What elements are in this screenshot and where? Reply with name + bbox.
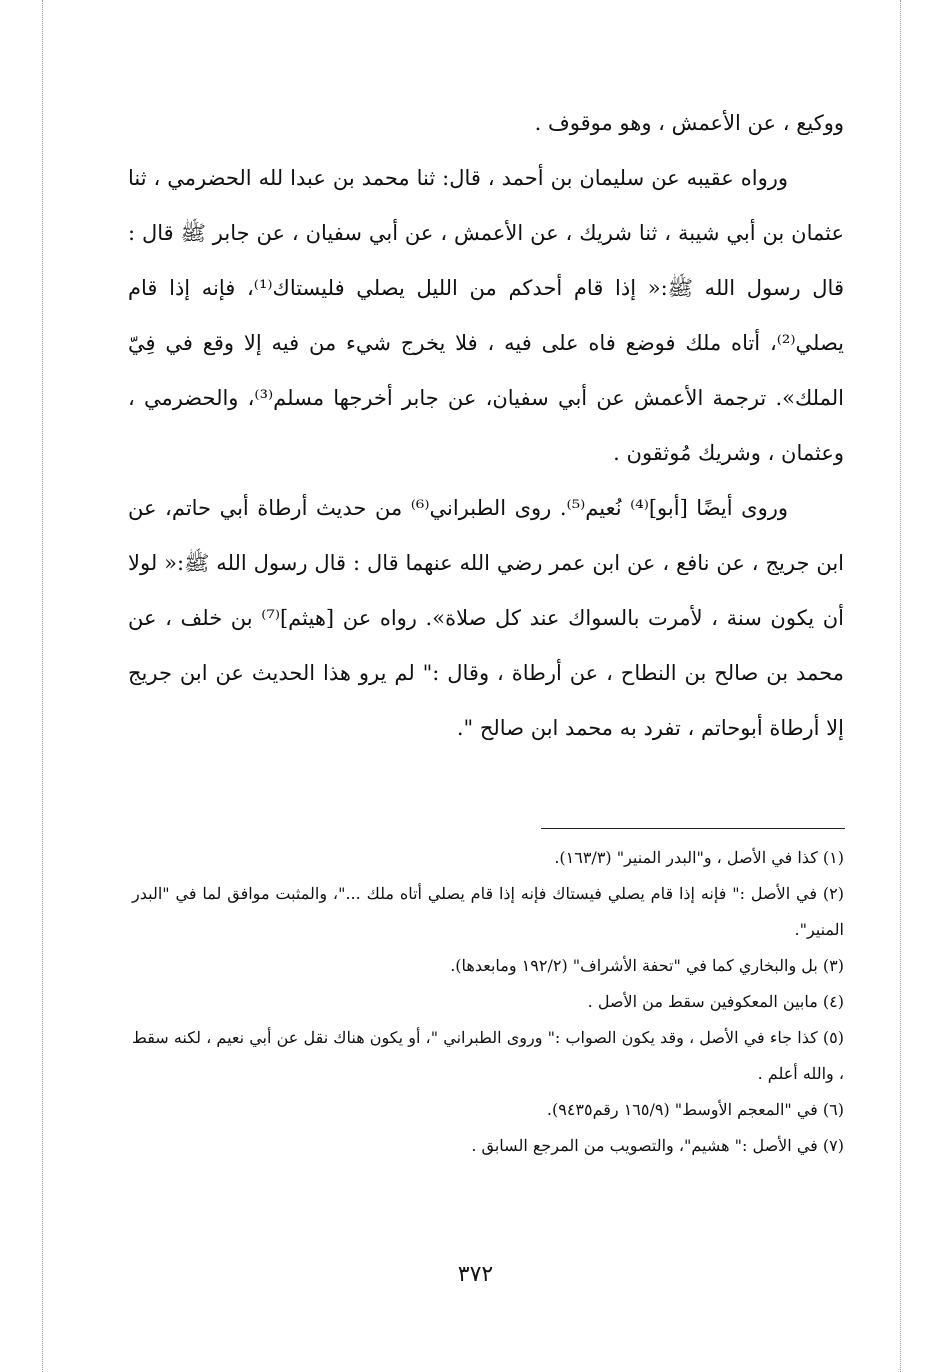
page-number: ٣٧٢ xyxy=(457,1262,494,1287)
footnote-5: (٥) كذا جاء في الأصل ، وقد يكون الصواب :" وروى الطبراني "، أو يكون هناك نقل عن أبي نعيم ، لكنه سقط ، والله أعلم . xyxy=(132,1028,844,1083)
footnote-separator xyxy=(541,828,845,829)
page-body xyxy=(128,96,844,756)
body-paragraph-3: وروى أيضًا [أبو]⁽⁴⁾ نُعيم⁽⁵⁾. روى الطبراني⁽⁶⁾ من حديث أرطاة أبي حاتم، عن ابن جريج ، عن نافع ، عن ابن عمر رضي الله عنهما قال : قال رسول الله ﷺ:« لولا أن يكون سنة ، لأمرت بالسواك عند كل صلاة». رواه عن [هيثم]⁽⁷⁾ بن خلف ، عن محمد بن صالح بن النطاح ، عن أرطاة ، وقال :" لم يرو هذا الحديث عن ابن جريج إلا أرطاة أبوحاتم ، تفرد به محمد ابن صالح ". xyxy=(128,496,845,740)
footnote-3: (٣) بل والبخاري كما في "تحفة الأشراف" (١٩٢/٢ ومابعدها). xyxy=(450,956,844,975)
footnote-4: (٤) مابين المعكوفين سقط من الأصل . xyxy=(587,992,844,1011)
body-text xyxy=(128,96,844,756)
footnote-2: (٢) في الأصل :" فإنه إذا قام يصلي فيستاك فإنه إذا قام يصلي أتاه ملك ..."، والمثبت موافق لما في "البدر المنير". xyxy=(132,884,844,939)
footnote-1: (١) كذا في الأصل ، و"البدر المنير" (١٦٣/٣). xyxy=(554,848,844,867)
footnotes xyxy=(132,840,844,1164)
scan-edge-left xyxy=(42,0,43,1372)
scan-edge-right xyxy=(900,0,901,1372)
footnote-7: (٧) في الأصل :" هشيم"، والتصويب من المرجع السابق . xyxy=(471,1136,844,1155)
footnote-6: (٦) في "المعجم الأوسط" (١٦٥/٩ رقم٩٤٣٥). xyxy=(546,1100,844,1119)
body-paragraph-1: ووكيع ، عن الأعمش ، وهو موقوف . xyxy=(534,111,844,135)
body-paragraph-2: ورواه عقيبه عن سليمان بن أحمد ، قال: ثنا محمد بن عبدا لله الحضرمي ، ثنا عثمان بن أبي شيبة ، ثنا شريك ، عن الأعمش ، عن أبي سفيان ، عن جابر ﷺ قال : قال رسول الله ﷺ:« إذا قام أحدكم من الليل يصلي فليستاك⁽¹⁾، فإنه إذا قام يصلي⁽²⁾، أتاه ملك فوضع فاه على فيه ، فلا يخرج شيء من فيه إلا وقع في فِيّ الملك». ترجمة الأعمش عن أبي سفيان، عن جابر أخرجها مسلم⁽³⁾، والحضرمي ، وعثمان ، وشريك مُوثقون . xyxy=(128,166,845,465)
